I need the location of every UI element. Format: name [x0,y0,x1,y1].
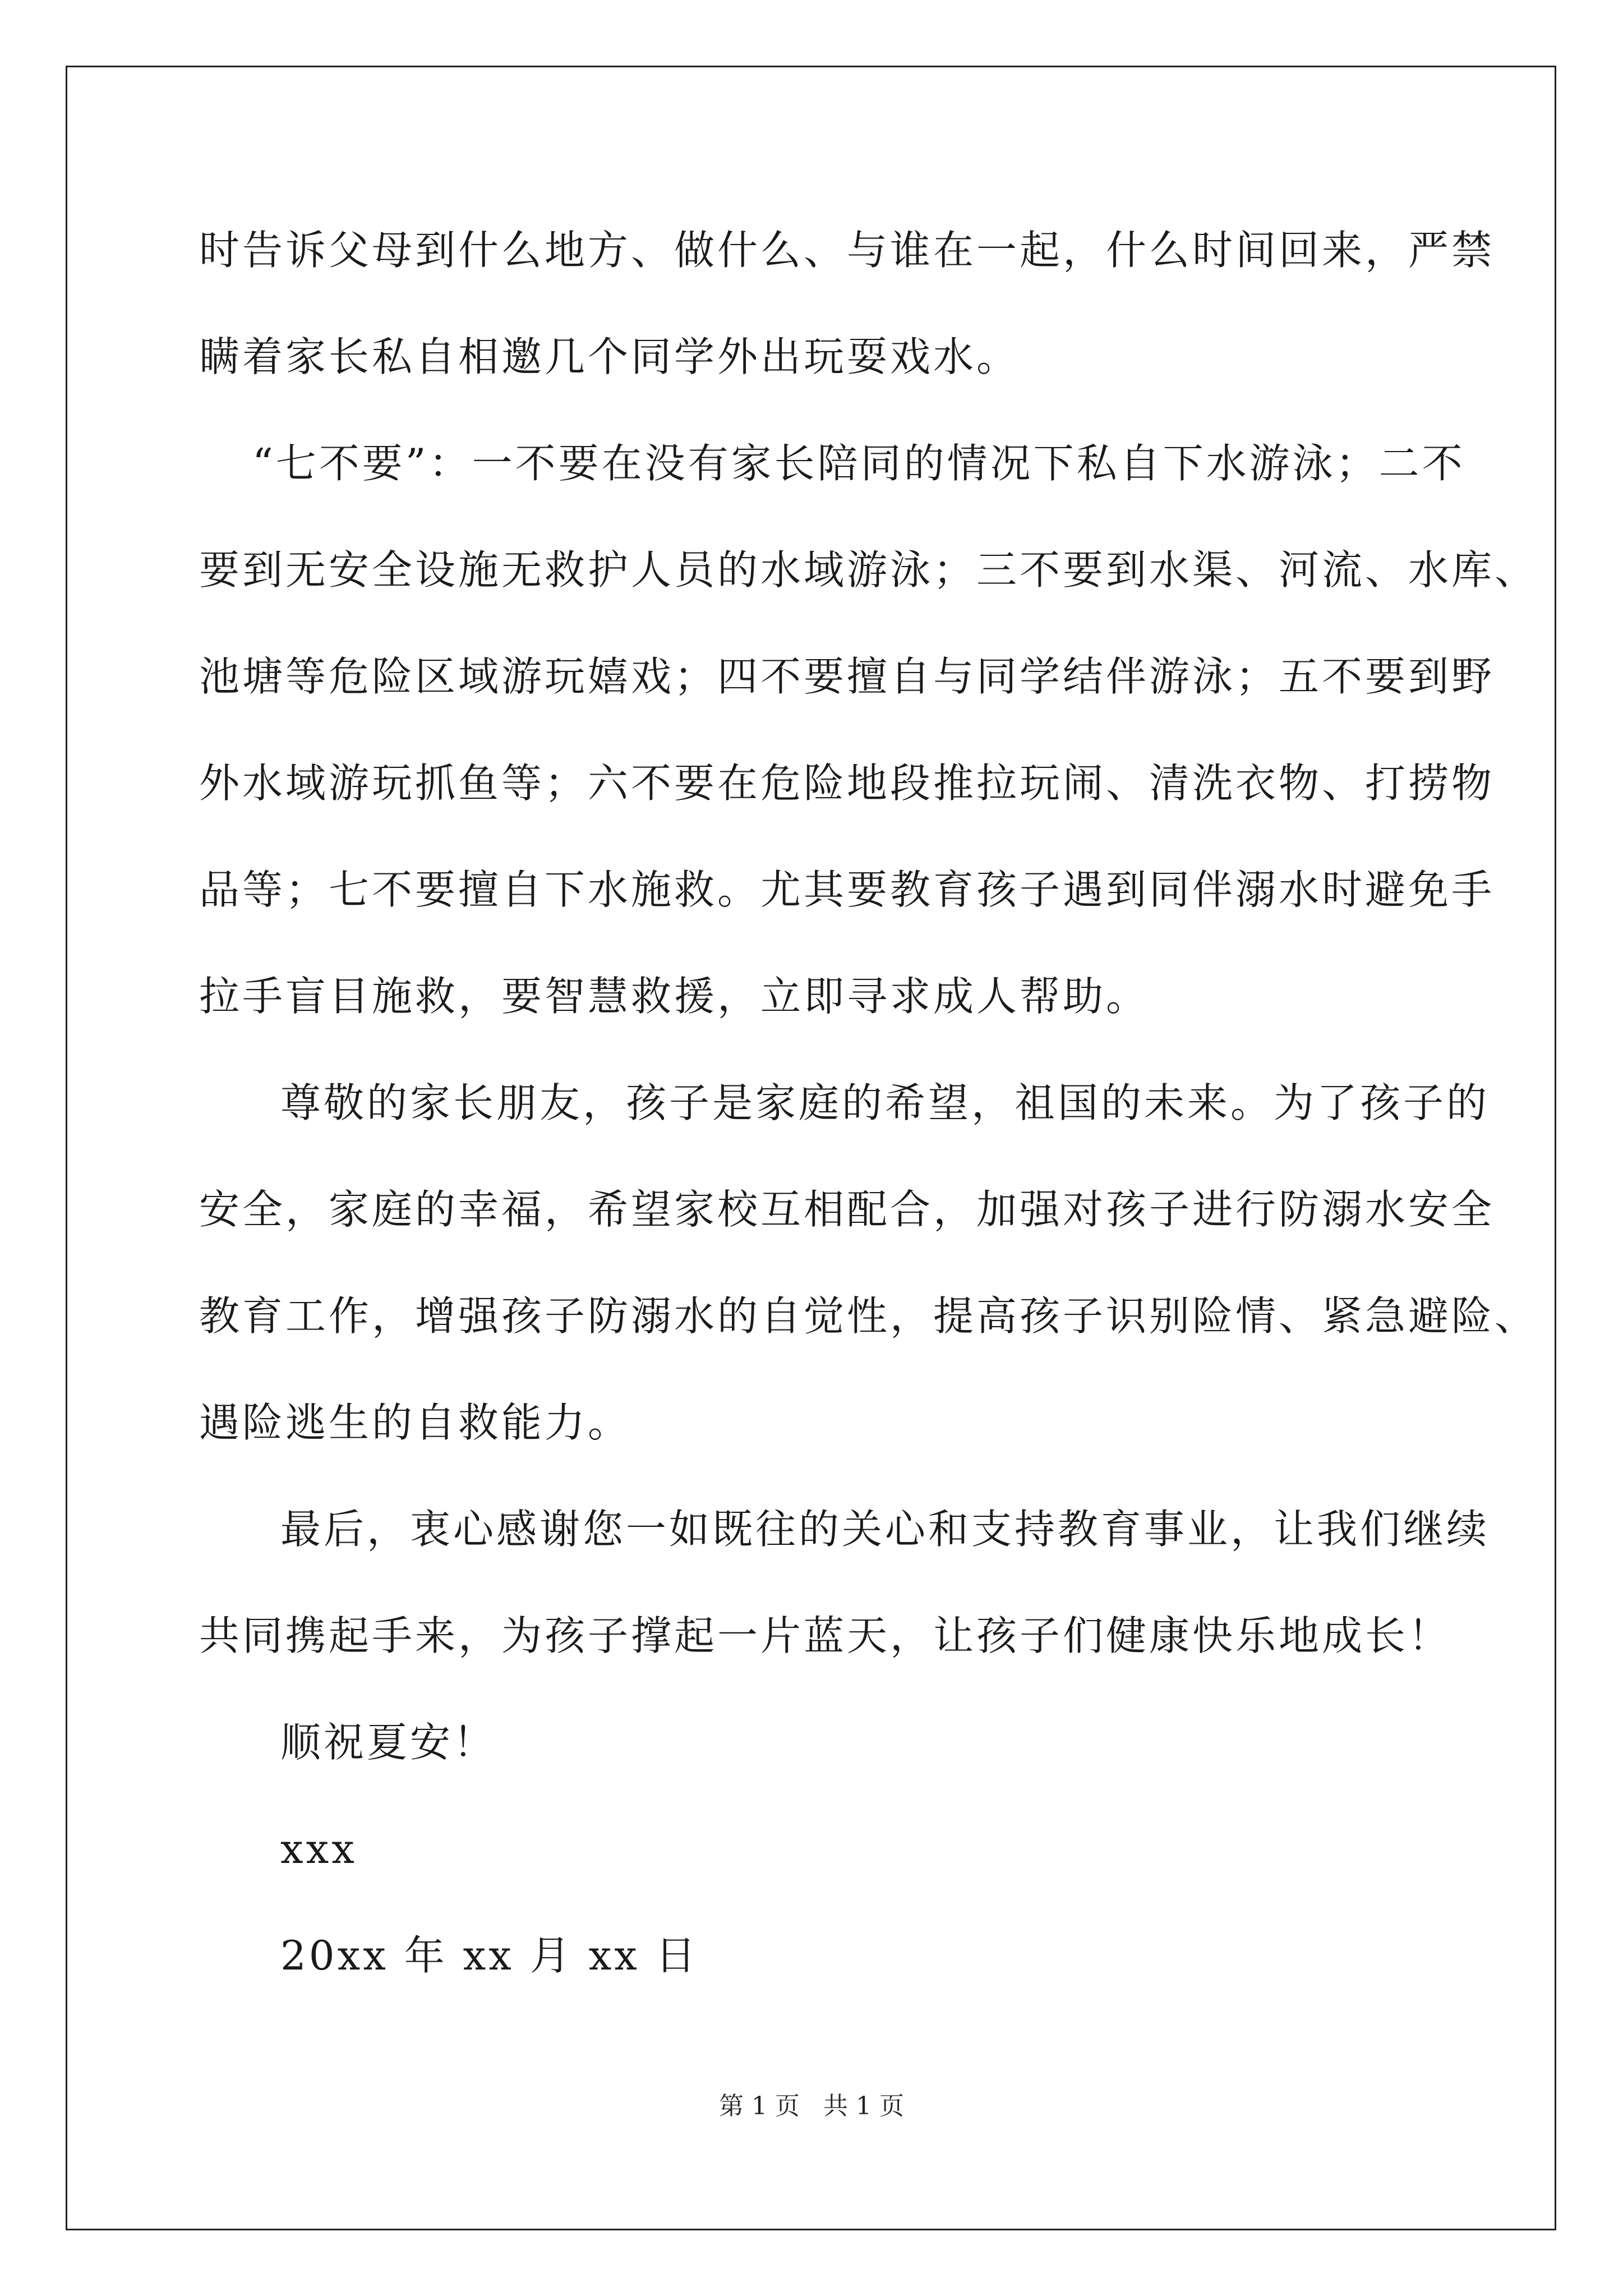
paragraph-3-line-3: 教育工作，增强孩子防溺水的自觉性，提高孩子识别险情、紧急避险、 [199,1292,1538,1340]
date: 20xx 年 xx 月 xx 日 [280,1932,699,1979]
paragraph-4-line-2: 共同携起手来，为孩子撑起一片蓝天，让孩子们健康快乐地成长！ [199,1612,1452,1659]
paragraph-2-line-5: 品等；七不要擅自下水施救。尤其要教育孩子遇到同伴溺水时避免手 [199,866,1495,913]
paragraph-3-line-2: 安全，家庭的幸福，希望家校互相配合，加强对孩子进行防溺水安全 [199,1186,1495,1233]
paragraph-2-line-4: 外水域游玩抓鱼等；六不要在危险地段推拉玩闹、清洗衣物、打捞物 [199,760,1495,807]
paragraph-1-line-1: 时告诉父母到什么地方、做什么、与谁在一起，什么时间回来，严禁 [199,227,1495,274]
paragraph-2-line-3: 池塘等危险区域游玩嬉戏；四不要擅自与同学结伴游泳；五不要到野 [199,653,1495,700]
paragraph-1-line-2: 瞒着家长私自相邀几个同学外出玩耍戏水。 [199,333,1020,380]
page-footer: 第 1 页 共 1 页 [719,2092,904,2120]
paragraph-4-line-1: 最后，衷心感谢您一如既往的关心和支持教育事业，让我们继续 [280,1506,1490,1553]
closing-greeting: 顺祝夏安！ [280,1719,497,1766]
paragraph-3-line-4: 遇险逃生的自救能力。 [199,1399,631,1446]
page-frame [66,66,1556,2230]
paragraph-2-line-2: 要到无安全设施无救护人员的水域游泳；三不要到水渠、河流、水库、 [199,546,1538,593]
signature: xxx [280,1825,357,1872]
paragraph-3-line-1: 尊敬的家长朋友，孩子是家庭的希望，祖国的未来。为了孩子的 [280,1079,1490,1126]
paragraph-2-line-1: “七不要”：一不要在没有家长陪同的情况下私自下水游泳；二不 [252,440,1465,487]
paragraph-2-line-6: 拉手盲目施救，要智慧救援，立即寻求成人帮助。 [199,973,1150,1020]
